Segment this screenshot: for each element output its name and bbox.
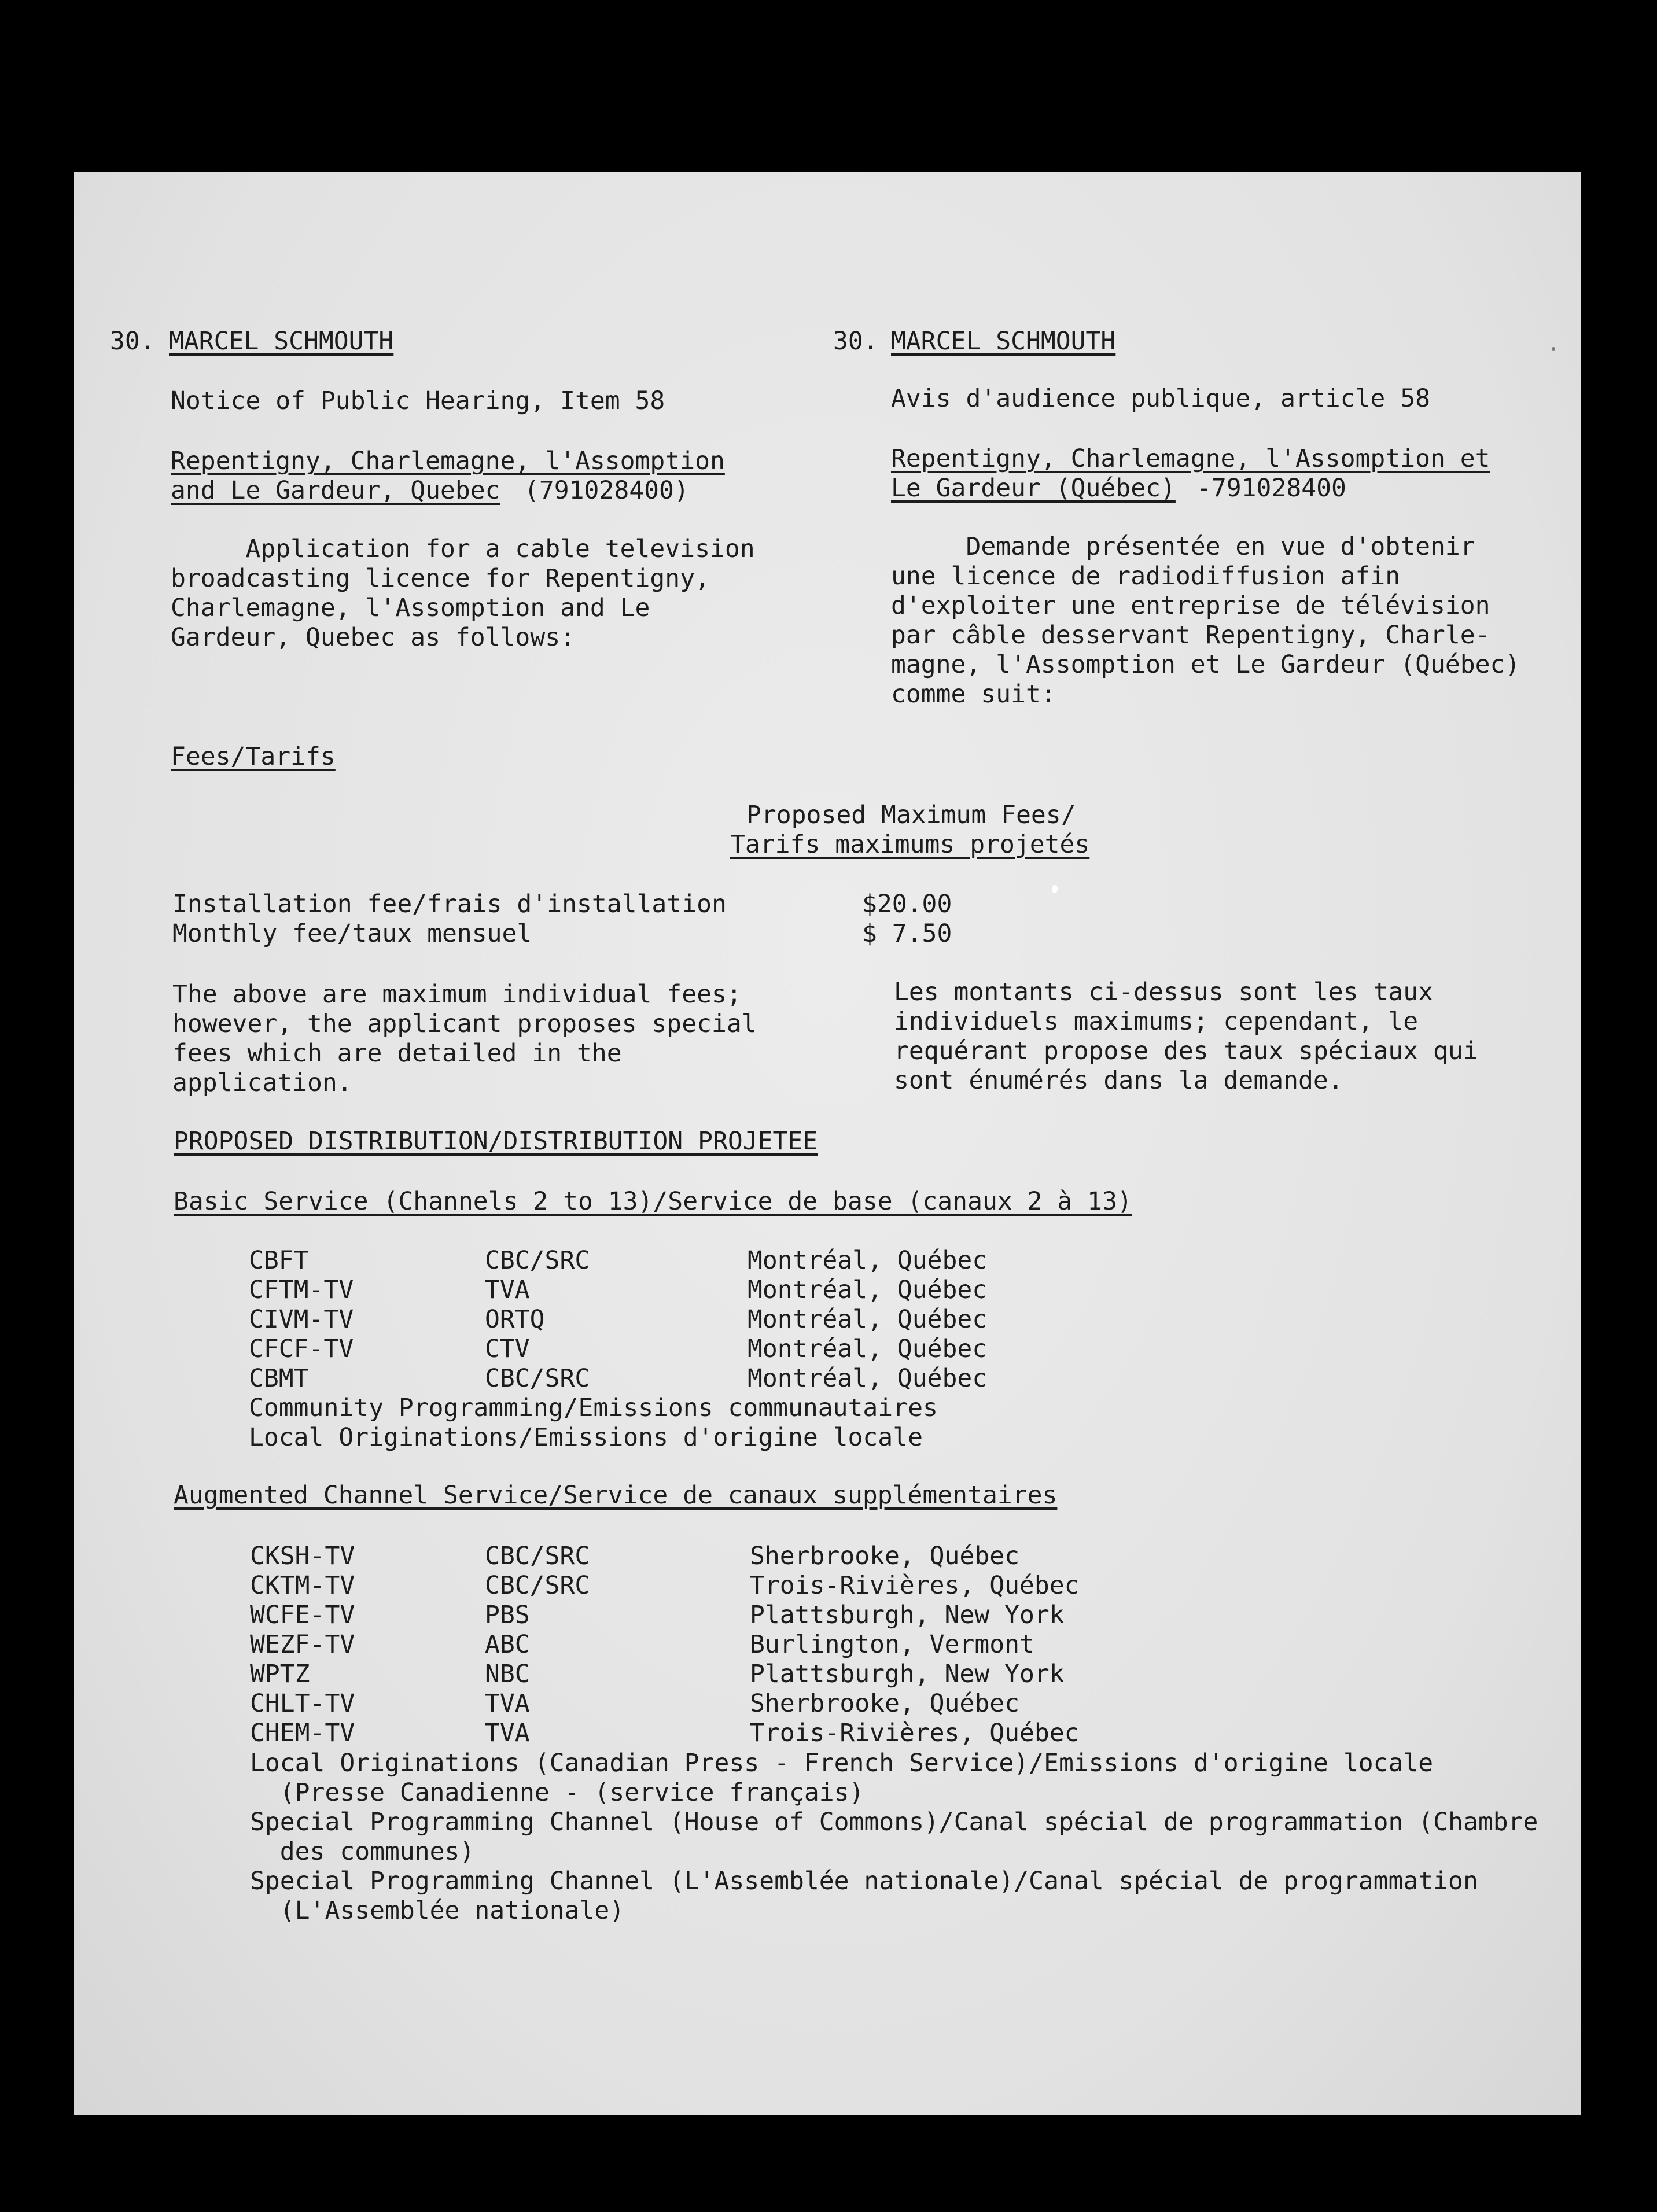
fee-value: $20.00 xyxy=(862,890,952,919)
channel-call-sign: CFTM-TV xyxy=(249,1275,354,1304)
channel-call-sign: CHLT-TV xyxy=(250,1689,355,1718)
augmented-extra-line: Local Originations (Canadian Press - French Service)/Emissions d'origine locale xyxy=(250,1749,1434,1778)
channel-network: CBC/SRC xyxy=(485,1542,590,1570)
left-note-line: application. xyxy=(172,1068,352,1097)
right-note-line: Les montants ci-dessus sont les taux xyxy=(894,978,1433,1007)
channel-network: ABC xyxy=(485,1630,530,1659)
channel-call-sign: CBMT xyxy=(249,1364,309,1393)
channel-city: Burlington, Vermont xyxy=(750,1630,1034,1659)
channel-network: CTV xyxy=(485,1334,530,1363)
right-app-line: d'exploiter une entreprise de télévision xyxy=(891,591,1490,620)
fee-value: $ 7.50 xyxy=(862,919,952,948)
channel-call-sign: CBFT xyxy=(249,1246,309,1275)
channel-call-sign: WCFE-TV xyxy=(250,1601,355,1629)
channel-call-sign: CKSH-TV xyxy=(250,1542,355,1570)
channel-network: PBS xyxy=(485,1601,530,1629)
right-notice: Avis d'audience publique, article 58 xyxy=(891,384,1430,413)
channel-city: Montréal, Québec xyxy=(748,1246,988,1275)
left-place-line-2: and Le Gardeur, Quebec xyxy=(171,476,500,505)
channel-call-sign: CIVM-TV xyxy=(249,1305,354,1334)
channel-city: Montréal, Québec xyxy=(748,1275,988,1304)
channel-call-sign: CHEM-TV xyxy=(250,1719,355,1748)
left-item-number: 30. xyxy=(110,327,155,356)
left-app-line: Charlemagne, l'Assomption and Le xyxy=(171,593,650,622)
left-app-line: broadcasting licence for Repentigny, xyxy=(171,564,710,593)
basic-extra-line: Local Originations/Emissions d'origine locale xyxy=(249,1423,923,1452)
channel-city: Sherbrooke, Québec xyxy=(750,1542,1019,1570)
right-file-number: -791028400 xyxy=(1196,474,1346,503)
augmented-extra-line: (L'Assemblée nationale) xyxy=(250,1896,625,1925)
right-note-line: sont énumérés dans la demande. xyxy=(894,1066,1343,1095)
augmented-extra-line: des communes) xyxy=(250,1837,475,1866)
right-app-line: une licence de radiodiffusion afin xyxy=(891,562,1401,591)
channel-call-sign: CFCF-TV xyxy=(249,1334,354,1363)
channel-network: CBC/SRC xyxy=(485,1364,590,1393)
left-app-line: Application for a cable television xyxy=(171,534,755,563)
augmented-service-heading: Augmented Channel Service/Service de canaux supplémentaires xyxy=(174,1481,1058,1510)
channel-city: Montréal, Québec xyxy=(748,1305,988,1334)
fee-label: Monthly fee/taux mensuel xyxy=(172,919,532,948)
right-place-line-1: Repentigny, Charlemagne, l'Assomption et xyxy=(891,444,1490,473)
basic-extra-line: Community Programming/Emissions communautaires xyxy=(249,1393,938,1422)
basic-service-heading: Basic Service (Channels 2 to 13)/Service de base (canaux 2 à 13) xyxy=(174,1187,1132,1216)
right-app-line: par câble desservant Repentigny, Charle- xyxy=(891,621,1490,650)
right-app-line: comme suit: xyxy=(891,680,1056,709)
channel-network: CBC/SRC xyxy=(485,1571,590,1600)
film-speck xyxy=(1052,885,1058,893)
channel-call-sign: WEZF-TV xyxy=(250,1630,355,1659)
augmented-extra-line: Special Programming Channel (L'Assemblée nationale)/Canal spécial de programmation xyxy=(250,1867,1478,1896)
right-app-line: magne, l'Assomption et Le Gardeur (Québec) xyxy=(891,650,1520,679)
left-applicant-name: MARCEL SCHMOUTH xyxy=(169,327,394,356)
channel-network: TVA xyxy=(485,1689,530,1718)
channel-city: Trois-Rivières, Québec xyxy=(750,1719,1080,1748)
right-note-line: requérant propose des taux spéciaux qui xyxy=(894,1037,1478,1066)
channel-city: Montréal, Québec xyxy=(748,1334,988,1363)
left-place-line-1: Repentigny, Charlemagne, l'Assomption xyxy=(171,447,725,475)
distribution-heading: PROPOSED DISTRIBUTION/DISTRIBUTION PROJETEE xyxy=(174,1127,818,1156)
channel-city: Sherbrooke, Québec xyxy=(750,1689,1019,1718)
channel-network: NBC xyxy=(485,1660,530,1689)
left-note-line: The above are maximum individual fees; xyxy=(172,980,742,1009)
channel-call-sign: CKTM-TV xyxy=(250,1571,355,1600)
right-note-line: individuels maximums; cependant, le xyxy=(894,1007,1419,1036)
fees-column-header-1: Proposed Maximum Fees/ xyxy=(746,801,1076,830)
left-notice: Notice of Public Hearing, Item 58 xyxy=(171,386,665,415)
right-item-number: 30. xyxy=(833,327,878,356)
left-app-line: Gardeur, Quebec as follows: xyxy=(171,623,575,652)
channel-city: Trois-Rivières, Québec xyxy=(750,1571,1080,1600)
channel-city: Plattsburgh, New York xyxy=(750,1660,1065,1689)
channel-network: TVA xyxy=(485,1719,530,1748)
right-app-line: Demande présentée en vue d'obtenir xyxy=(891,532,1475,561)
fees-heading: Fees/Tarifs xyxy=(171,742,336,771)
channel-network: TVA xyxy=(485,1275,530,1304)
channel-network: CBC/SRC xyxy=(485,1246,590,1275)
left-file-number: (791028400) xyxy=(524,476,689,505)
film-speck xyxy=(1552,347,1555,351)
augmented-extra-line: Special Programming Channel (House of Commons)/Canal spécial de programmation (Chambre xyxy=(250,1808,1538,1837)
left-note-line: fees which are detailed in the xyxy=(172,1039,622,1068)
right-applicant-name: MARCEL SCHMOUTH xyxy=(891,327,1116,356)
right-place-line-2: Le Gardeur (Québec) xyxy=(891,474,1176,503)
channel-city: Plattsburgh, New York xyxy=(750,1601,1065,1629)
fee-label: Installation fee/frais d'installation xyxy=(172,890,727,919)
augmented-extra-line: (Presse Canadienne - (service français) xyxy=(250,1778,864,1807)
channel-network: ORTQ xyxy=(485,1305,545,1334)
left-note-line: however, the applicant proposes special xyxy=(172,1009,757,1038)
fees-column-header-2: Tarifs maximums projetés xyxy=(730,830,1090,859)
channel-call-sign: WPTZ xyxy=(250,1660,310,1689)
channel-city: Montréal, Québec xyxy=(748,1364,988,1393)
